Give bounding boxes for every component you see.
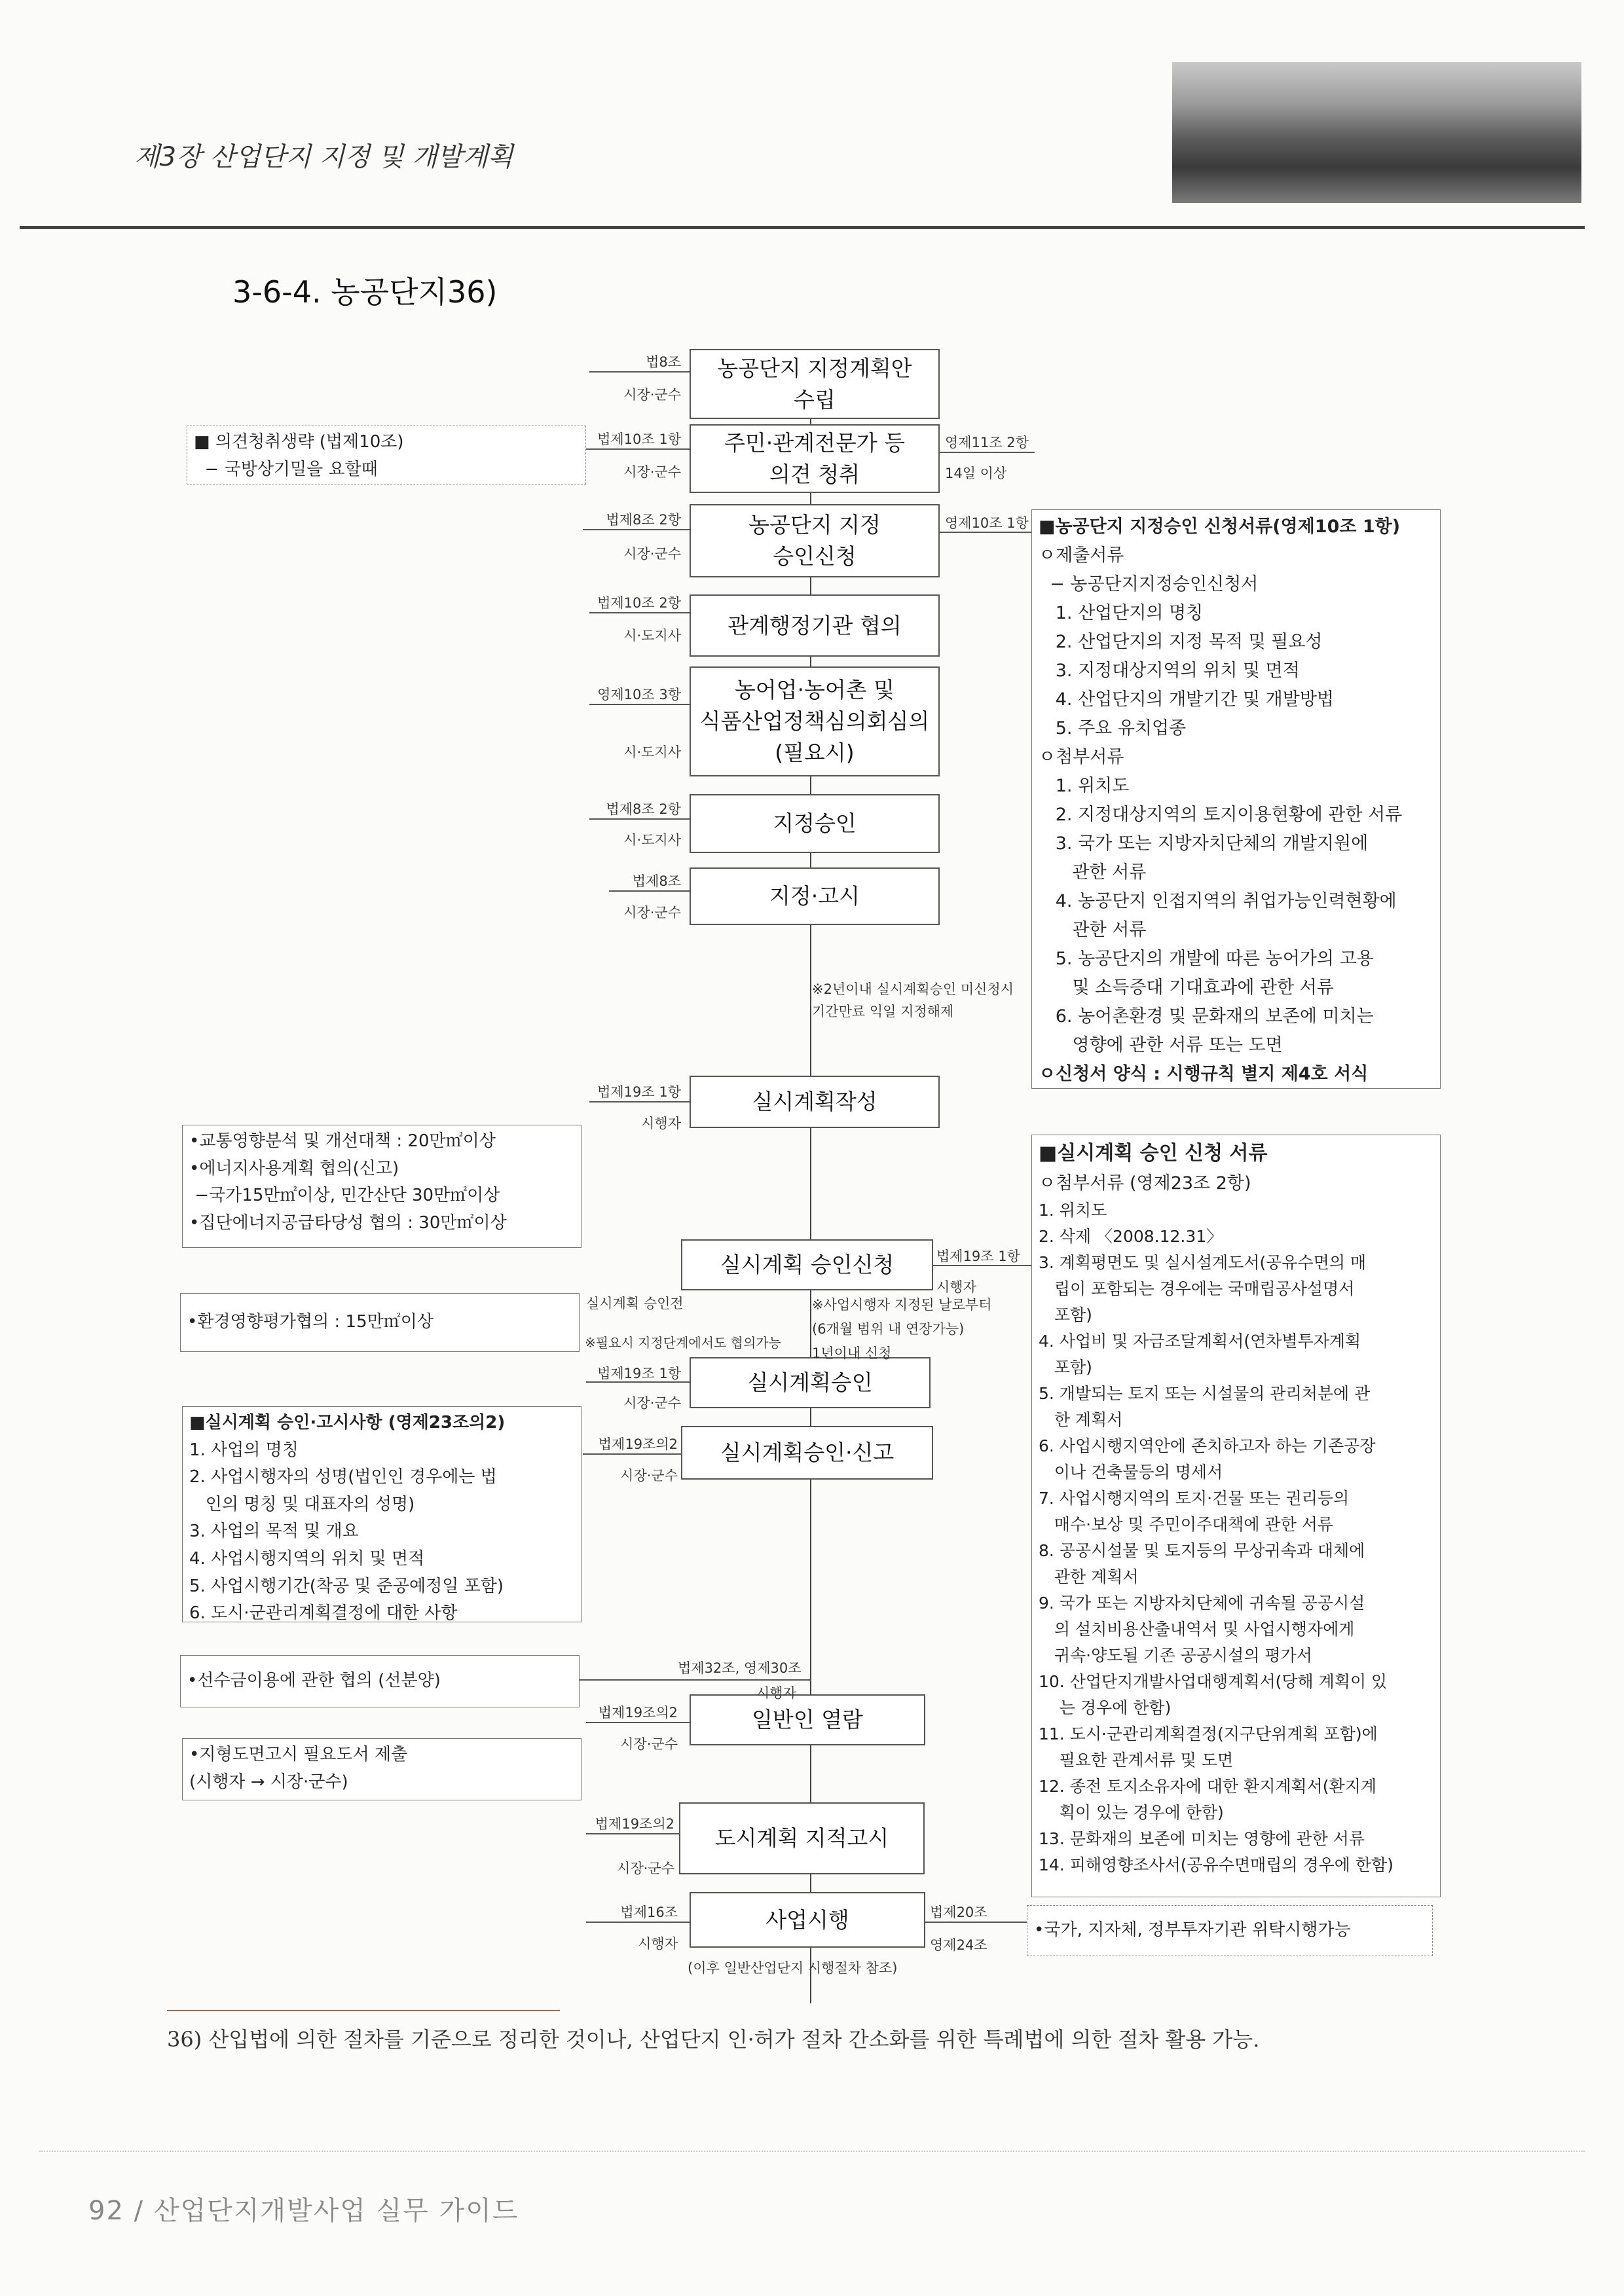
actor-label: 시장·군수 bbox=[620, 1736, 678, 1752]
actor-label: 시·도지사 bbox=[623, 628, 681, 644]
right-note-line: ㅇ제출서류 bbox=[1039, 545, 1124, 566]
law-label: 법제16조 bbox=[620, 1904, 678, 1920]
flow-step-12 bbox=[690, 1694, 925, 1745]
flow-step-9-text: 실시계획 승인신청 bbox=[720, 1252, 895, 1278]
left-note-line: •지형도면고시 필요도서 제출 bbox=[189, 1745, 408, 1764]
actor-label: 시장·군수 bbox=[623, 1395, 681, 1411]
connector bbox=[589, 371, 690, 373]
right-note-line: 1. 위치도 bbox=[1039, 1201, 1107, 1220]
law-label: 법제8조 bbox=[632, 873, 681, 889]
right-note-line: 3. 지정대상지역의 위치 및 면적 bbox=[1039, 661, 1300, 681]
law-label: 법8조 bbox=[646, 354, 681, 370]
flow-step-8 bbox=[690, 1076, 940, 1128]
flow-step-7-text: 지정·고시 bbox=[769, 883, 860, 909]
flow-step-2-text: 주민·관계전문가 등 의견 청취 bbox=[724, 429, 905, 487]
right-note-line: 2. 산업단지의 지정 목적 및 필요성 bbox=[1039, 632, 1323, 652]
right-note-title: ■농공단지 지정승인 신청서류(영제10조 1항) bbox=[1039, 517, 1401, 537]
right-note-line: 이나 건축물등의 명세서 bbox=[1039, 1463, 1223, 1482]
left-note-line: 1. 사업의 명칭 bbox=[189, 1440, 299, 1460]
footer-title: 산업단지개발사업 실무 가이드 bbox=[153, 2196, 519, 2226]
flow-step-3 bbox=[690, 504, 940, 577]
connector bbox=[583, 529, 690, 530]
right-note-line: 1. 위치도 bbox=[1039, 776, 1130, 796]
right-note-line: 8. 공공시설물 및 토지등의 무상귀속과 대체에 bbox=[1039, 1541, 1365, 1561]
right-note-line: 관한 계획서 bbox=[1039, 1567, 1139, 1587]
right-note-line: 7. 사업시행지역의 토지·건물 또는 권리등의 bbox=[1039, 1489, 1350, 1508]
right-note-line: 13. 문화재의 보존에 미치는 영향에 관한 서류 bbox=[1039, 1829, 1365, 1849]
flow-step-5 bbox=[690, 666, 940, 776]
flow-main-line bbox=[810, 419, 811, 2003]
before-approval-note: 실시계획 승인전 bbox=[586, 1296, 684, 1311]
header-divider bbox=[20, 226, 1585, 229]
left-note-line: 3. 사업의 목적 및 개요 bbox=[189, 1522, 359, 1542]
right-note-line: 필요한 관계서류 및 도면 bbox=[1039, 1751, 1234, 1770]
before-approval-sub: ※필요시 지정단계에서도 협의가능 bbox=[585, 1335, 781, 1351]
left-note-line: 인의 명칭 및 대표자의 성명) bbox=[189, 1494, 415, 1514]
actor-label: 시장·군수 bbox=[617, 1861, 674, 1876]
law-label: 법제10조 2항 bbox=[597, 595, 681, 611]
left-note-prepayment bbox=[180, 1655, 580, 1707]
connector bbox=[580, 1679, 810, 1681]
law-label-right: 법제20조 bbox=[930, 1904, 987, 1920]
law-label-right: 법제19조 1항 bbox=[936, 1248, 1020, 1264]
right-note-line: 4. 농공단지 인접지역의 취업가능인력현황에 bbox=[1039, 891, 1397, 911]
law-label: 법제8조 2항 bbox=[606, 512, 681, 528]
left-note-opinion-skip bbox=[187, 426, 586, 484]
footnote: 36) 산입법에 의한 절차를 기준으로 정리한 것이나, 산업단지 인·허가 절차 간소화를 위한 특례법에 의한 절차 활용 가능. bbox=[167, 2027, 1260, 2052]
flow-step-11-text: 실시계획승인·신고 bbox=[720, 1440, 895, 1466]
actor-label: 시장·군수 bbox=[623, 464, 681, 480]
right-note-line: 10. 산업단지개발사업대행계획서(당해 계획이 있 bbox=[1039, 1672, 1388, 1692]
connector bbox=[940, 452, 1035, 453]
right-note-line: 5. 개발되는 토지 또는 시설물의 관리처분에 관 bbox=[1039, 1384, 1371, 1404]
connector bbox=[576, 448, 690, 450]
right-note-line: 6. 농어촌환경 및 문화재의 보존에 미치는 bbox=[1039, 1006, 1374, 1027]
right-note-line: 포함) bbox=[1039, 1358, 1092, 1377]
right-note-line: 한 계획서 bbox=[1039, 1410, 1123, 1430]
footer-divider bbox=[39, 2151, 1585, 2152]
right-note-line: 귀속·양도될 기존 공공시설의 평가서 bbox=[1039, 1646, 1312, 1666]
right-note-line: 립이 포함되는 경우에는 국매립공사설명서 bbox=[1039, 1279, 1355, 1299]
right-note-line: 영향에 관한 서류 또는 도면 bbox=[1039, 1035, 1283, 1055]
header-photo bbox=[1172, 62, 1581, 203]
law-label: 법제19조의2 bbox=[598, 1436, 678, 1452]
connector bbox=[586, 1381, 690, 1383]
left-note-line: •에너지사용계획 협의(신고) bbox=[189, 1158, 399, 1178]
right-note-line: 는 경우에 한함) bbox=[1039, 1698, 1172, 1718]
flow-step-1 bbox=[690, 349, 940, 419]
flow-step-5-text: 농어업·농어촌 및 식품산업정책심의회심의 (필요시) bbox=[699, 677, 930, 765]
connector bbox=[586, 1833, 679, 1834]
flow-step-6 bbox=[690, 794, 940, 853]
left-note-line: •교통영향분석 및 개선대책 : 20만㎡이상 bbox=[189, 1131, 496, 1151]
right-note-designation-docs bbox=[1031, 509, 1441, 1089]
actor-label: 시·도지사 bbox=[623, 744, 681, 760]
law-label: 영제10조 3항 bbox=[597, 687, 681, 702]
law32-label: 법제32조, 영제30조 bbox=[678, 1660, 802, 1676]
note-label-right: 14일 이상 bbox=[945, 465, 1007, 481]
connector bbox=[940, 532, 1035, 533]
section-title: 3-6-4. 농공단지36) bbox=[232, 274, 498, 310]
connector bbox=[589, 1101, 690, 1102]
flow-step-14-text: 사업시행 bbox=[766, 1906, 849, 1933]
flow-step-8-text: 실시계획작성 bbox=[752, 1089, 877, 1115]
flow-step-7 bbox=[690, 867, 940, 925]
right-note-line: 9. 국가 또는 지방자치단체에 귀속될 공공시설 bbox=[1039, 1594, 1365, 1613]
left-note-line: •집단에너지공급타당성 협의 : 30만㎡이상 bbox=[189, 1212, 507, 1233]
flow-step-13-text: 도시계획 지적고시 bbox=[714, 1825, 889, 1851]
flow-step-6-text: 지정승인 bbox=[773, 811, 857, 837]
right-note-delegation bbox=[1027, 1905, 1433, 1956]
law-label-right: 영제24조 bbox=[930, 1937, 987, 1953]
extension-note: ※사업시행자 지정된 날로부터 (6개월 범위 내 연장가능) 1년이내 신청 bbox=[812, 1297, 992, 1361]
right-note-line: 14. 피해영향조사서(공유수면매립의 경우에 한함) bbox=[1039, 1855, 1393, 1875]
right-note-line: 2. 지정대상지역의 토지이용현황에 관한 서류 bbox=[1039, 805, 1403, 825]
right-note-impl-docs bbox=[1031, 1135, 1441, 1897]
actor-label: 시·도지사 bbox=[623, 832, 681, 848]
flow-step-10-text: 실시계획승인 bbox=[747, 1370, 873, 1396]
law-label: 법제19조 1항 bbox=[597, 1084, 681, 1100]
flow-step-11 bbox=[681, 1426, 933, 1480]
flow-step-4 bbox=[690, 594, 940, 657]
right-note-line: 4. 산업단지의 개발기간 및 개발방법 bbox=[1039, 689, 1334, 710]
right-note-line: 관한 서류 bbox=[1039, 862, 1147, 883]
left-note-line: 4. 사업시행지역의 위치 및 면적 bbox=[189, 1548, 425, 1569]
law-label: 법제8조 2항 bbox=[606, 801, 681, 817]
actor-label-right: 시행자 bbox=[936, 1279, 976, 1295]
actor-label: 시행자 bbox=[641, 1116, 681, 1131]
right-note-line: 포함) bbox=[1039, 1305, 1092, 1325]
right-note-line: 11. 도시·군관리계획결정(지구단위계획 포함)에 bbox=[1039, 1724, 1378, 1744]
flow-step-12-text: 일반인 열람 bbox=[752, 1707, 863, 1733]
law-label-right: 영제11조 2항 bbox=[945, 435, 1029, 450]
connector bbox=[589, 612, 690, 613]
left-note-traffic bbox=[182, 1125, 581, 1248]
left-note-line: − 국방상기밀을 요할때 bbox=[194, 459, 378, 479]
right-note-line: 5. 주요 유치업종 bbox=[1039, 718, 1187, 738]
actor-label: 시장·군수 bbox=[623, 905, 681, 920]
right-note-line: 2. 삭제 〈2008.12.31〉 bbox=[1039, 1227, 1223, 1247]
designation-expiry-note: ※2년이내 실시계획승인 미신청시 기간만료 익일 지정해제 bbox=[812, 981, 1014, 1019]
footer-slash: / bbox=[134, 2196, 154, 2226]
left-note-line: 6. 도시·군관리계획결정에 대한 사항 bbox=[189, 1603, 458, 1624]
left-note-line: (시행자 → 시장·군수) bbox=[189, 1772, 348, 1792]
left-note-line: 5. 사업시행기간(착공 및 준공예정일 포함) bbox=[189, 1576, 504, 1596]
right-note-line: 획이 있는 경우에 한함) bbox=[1039, 1803, 1224, 1823]
page-number: 92 bbox=[88, 2196, 124, 2226]
right-note-line: 관한 서류 bbox=[1039, 920, 1147, 940]
right-note-line: ㅇ첨부서류 (영제23조 2항) bbox=[1039, 1173, 1251, 1194]
flow-step-13 bbox=[679, 1802, 925, 1874]
law-label-right: 영제10조 1항 bbox=[945, 515, 1029, 531]
right-note-line: 3. 국가 또는 지방자치단체의 개발지원에 bbox=[1039, 833, 1369, 854]
law-label: 법제19조 1항 bbox=[597, 1366, 681, 1381]
flow-step-4-text: 관계행정기관 협의 bbox=[728, 612, 902, 638]
left-note-line: 2. 사업시행자의 성명(법인인 경우에는 법 bbox=[189, 1467, 497, 1487]
connector bbox=[586, 1722, 690, 1723]
right-note-line: 5. 농공단지의 개발에 따른 농어가의 고용 bbox=[1039, 949, 1374, 969]
left-note-topomap bbox=[182, 1738, 581, 1800]
right-note-line: − 농공단지지정승인신청서 bbox=[1039, 574, 1259, 594]
left-note-line: ■ 의견청취생략 (법제10조) bbox=[194, 432, 404, 452]
left-note-title: ■실시계획 승인·고시사항 (영제23조의2) bbox=[189, 1413, 506, 1432]
after-impl-note: (이후 일반산업단지 시행절차 참조) bbox=[688, 1960, 898, 1976]
right-note-line: 1. 산업단지의 명칭 bbox=[1039, 603, 1204, 623]
law-label: 법제10조 1항 bbox=[597, 431, 681, 447]
left-note-approval-items bbox=[182, 1406, 581, 1622]
right-note-line: 의 설치비용산출내역서 및 사업시행자에게 bbox=[1039, 1620, 1355, 1639]
left-note-line: •환경영향평가협의 : 15만㎡이상 bbox=[187, 1312, 434, 1332]
right-note-line: ㅇ첨부서류 bbox=[1039, 747, 1124, 767]
actor-label: 시장·군수 bbox=[623, 387, 681, 403]
right-note-line: 매수·보상 및 주민이주대책에 관한 서류 bbox=[1039, 1515, 1333, 1535]
actor-label: 시장·군수 bbox=[620, 1468, 678, 1484]
connector bbox=[609, 890, 690, 892]
connector bbox=[583, 1453, 681, 1455]
connector bbox=[933, 1265, 1031, 1266]
actor-label: 시장·군수 bbox=[623, 546, 681, 562]
right-note-line: 및 소득증대 기대효과에 관한 서류 bbox=[1039, 977, 1334, 998]
chapter-title: 제3장 산업단지 지정 및 개발계획 bbox=[134, 142, 513, 172]
flow-step-1-text: 농공단지 지정계획안 수립 bbox=[717, 355, 912, 412]
page-footer bbox=[88, 2190, 519, 2227]
flow-step-2 bbox=[690, 424, 940, 493]
law32-actor: 시행자 bbox=[756, 1685, 796, 1701]
right-note-line: 6. 사업시행지역안에 존치하고자 하는 기존공장 bbox=[1039, 1436, 1376, 1456]
actor-label: 시행자 bbox=[638, 1936, 678, 1952]
flow-step-9 bbox=[681, 1239, 933, 1290]
flow-step-3-text: 농공단지 지정 승인신청 bbox=[748, 512, 881, 569]
left-note-line: −국가15만㎡이상, 민간산단 30만㎡이상 bbox=[189, 1186, 500, 1206]
right-note-line: 12. 종전 토지소유자에 대한 환지계획서(환지계 bbox=[1039, 1777, 1377, 1796]
right-note-title: ■실시계획 승인 신청 서류 bbox=[1039, 1142, 1268, 1165]
right-note-line: ㅇ신청서 양식 : 시행규칙 별지 제4호 서식 bbox=[1039, 1064, 1369, 1084]
connector bbox=[586, 1922, 690, 1923]
connector bbox=[925, 1922, 1027, 1923]
law-label: 법제19조의2 bbox=[598, 1705, 678, 1721]
connector bbox=[589, 704, 690, 705]
flow-step-14 bbox=[690, 1892, 925, 1948]
right-note-line: 3. 계획평면도 및 실시설계도서(공유수면의 매 bbox=[1039, 1253, 1367, 1273]
left-note-environment bbox=[180, 1293, 580, 1352]
law-label: 법제19조의2 bbox=[595, 1816, 674, 1832]
footnote-rule bbox=[167, 2010, 560, 2011]
right-note-line: •국가, 지자체, 정부투자기관 위탁시행가능 bbox=[1034, 1920, 1351, 1941]
left-note-line: •선수금이용에 관한 협의 (선분양) bbox=[187, 1671, 441, 1691]
connector bbox=[589, 818, 690, 820]
right-note-line: 4. 사업비 및 자금조달계획서(연차별투자계획 bbox=[1039, 1332, 1361, 1351]
